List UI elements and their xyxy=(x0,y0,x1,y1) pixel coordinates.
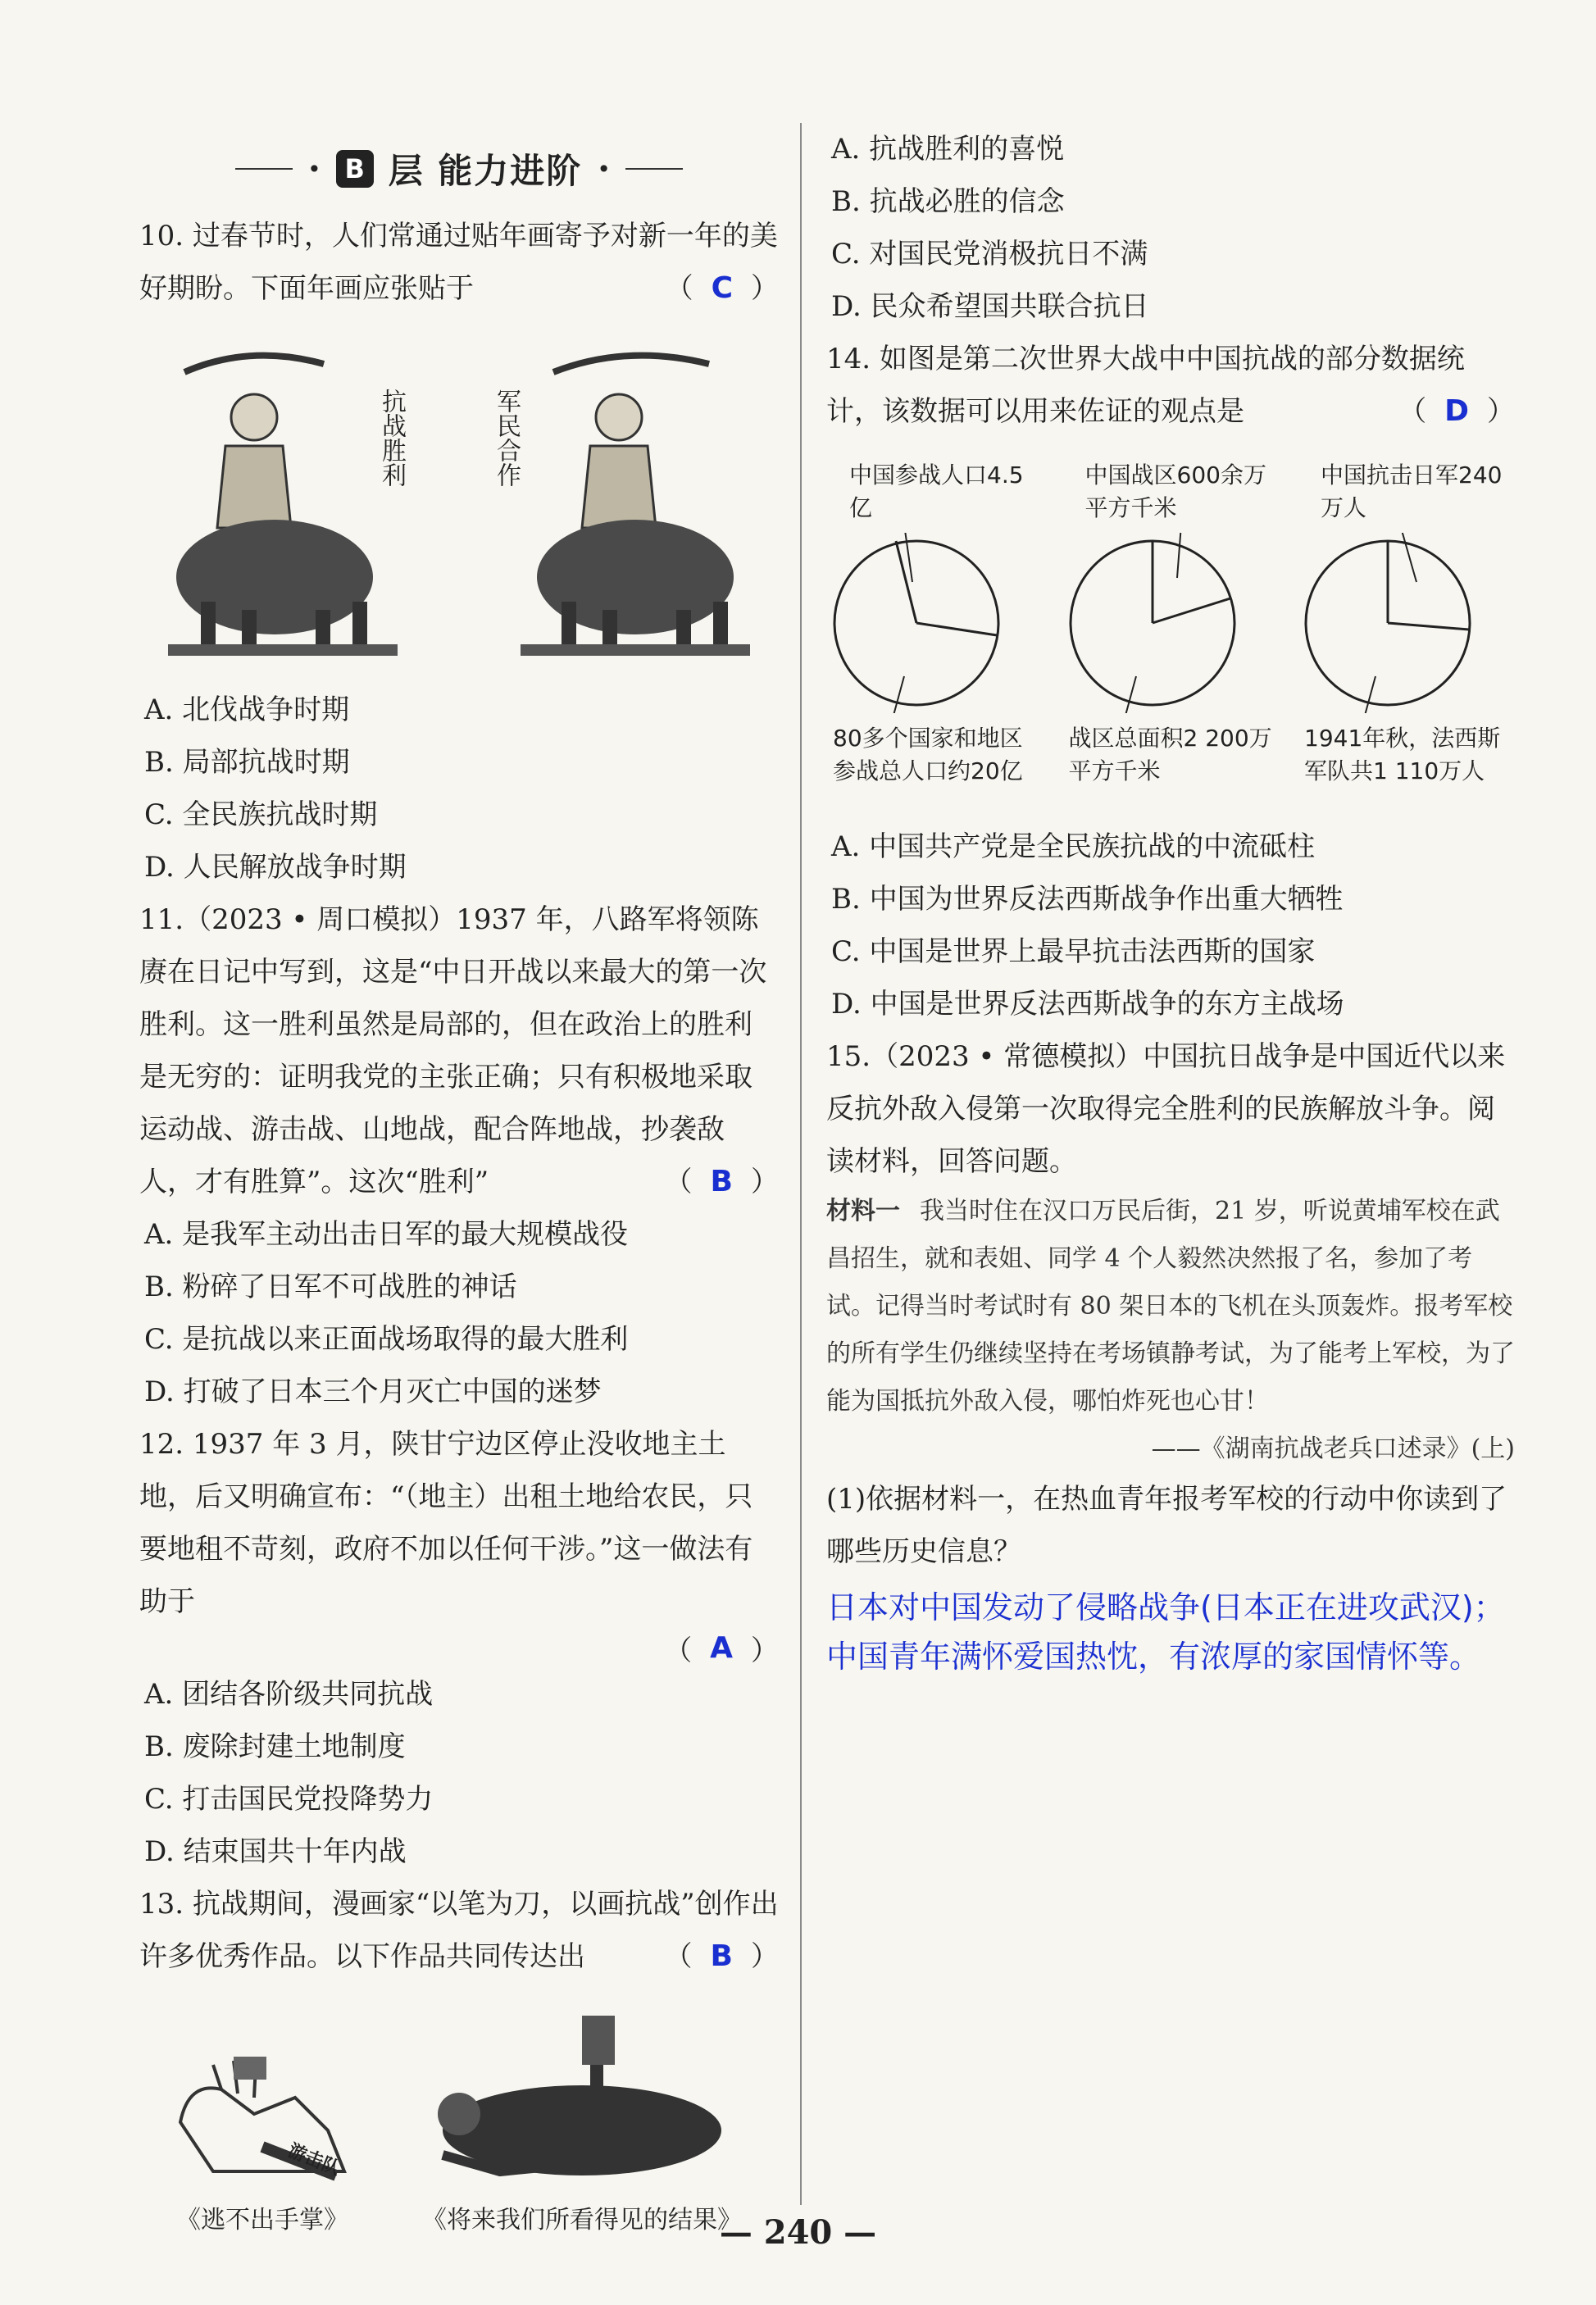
fallen-soldier-cartoon-icon xyxy=(410,2016,754,2188)
answer-bracket: （ C ） xyxy=(666,262,779,315)
question-12-options xyxy=(139,1668,779,1878)
material-text: 我当时住在汉口万民后街，21 岁，听说黄埔军校在武昌招生，就和表姐、同学 4 个人毅然决然报了名，参加了考试。记得当时考试时有 80 架日本的飞机在头顶轰炸。报考军校的所有学生仍继续坚持在考场镇静考试，为了能考上军校，为了能为国抵抗外敌入侵，哪怕炸死也心甘！ xyxy=(826,1197,1515,1416)
cartoon-caption: 《逃不出手掌》 xyxy=(176,2206,348,2235)
pie-chart-area xyxy=(1062,459,1280,812)
option-c: C. 打击国民党投降势力 xyxy=(144,1783,434,1816)
material-one xyxy=(826,1188,1515,1425)
option-a: A. 中国共产党是全民族抗战的中流砥柱 xyxy=(831,830,1316,863)
question-14 xyxy=(826,333,1515,438)
cartoon-2 xyxy=(410,2016,754,2235)
option-d: D. 人民解放战争时期 xyxy=(144,851,407,884)
answer-bracket: （ A ） xyxy=(664,1631,779,1667)
pie-chart-troops xyxy=(1298,459,1515,812)
question-14-options xyxy=(826,821,1515,1030)
question-10-options xyxy=(139,684,779,893)
sub-question-1: (1)依据材料一，在热血青年报考军校的行动中你读到了哪些历史信息？ xyxy=(826,1483,1507,1568)
pie-bottom-label: 战区总面积2 200万平方千米 xyxy=(1068,725,1272,784)
question-text: 12. 1937 年 3 月，陕甘宁边区停止没收地主土地，后又明确宣布：“（地主）出租土地给农民，只要地租不苛刻，政府不加以任何干涉。”这一做法有助于 xyxy=(139,1428,753,1618)
pie-circle-icon xyxy=(1298,533,1478,713)
question-12 xyxy=(139,1418,779,1628)
option-d: D. 结束国共十年内战 xyxy=(144,1835,407,1868)
question-text: 15.（2023 • 常德模拟）中国抗日战争是中国近代以来反抗外敌入侵第一次取得完全胜利的民族解放斗争。阅读材料，回答问题。 xyxy=(826,1040,1506,1178)
nianhua-label: 军民合作 xyxy=(492,389,521,487)
option-b: B. 局部抗战时期 xyxy=(144,746,350,779)
nianhua-warrior-icon xyxy=(168,339,398,659)
question-text: 13. 抗战期间，漫画家“以笔为刀，以画抗战”创作出许多优秀作品。以下作品共同传达出 xyxy=(139,1888,779,1973)
answer-choice: B xyxy=(710,1165,733,1198)
cartoon-images xyxy=(139,2016,779,2235)
option-b: B. 粉碎了日军不可战胜的神话 xyxy=(144,1271,517,1303)
answer-choice: B xyxy=(710,1939,733,1973)
pie-top-label: 中国抗击日军240万人 xyxy=(1321,461,1503,521)
section-title: 层 能力进阶 xyxy=(388,151,583,191)
answer-choice: A xyxy=(710,1631,733,1665)
question-text: 10. 过春节时，人们常通过贴年画寄予对新一年的美好期盼。下面年画应张贴于 xyxy=(139,220,778,305)
answer-choice: C xyxy=(711,271,733,305)
pie-circle-icon xyxy=(826,533,1007,713)
answer-bracket: （ D ） xyxy=(1398,385,1515,438)
nianhua-images xyxy=(139,339,779,659)
cartoon-caption: 《将来我们所看得见的结果》 xyxy=(422,2206,742,2235)
pie-circle-icon xyxy=(1062,533,1243,713)
pie-bottom-label: 1941年秋，法西斯军队共1 110万人 xyxy=(1304,725,1501,784)
right-column xyxy=(826,123,1515,1681)
option-a: A. 北伐战争时期 xyxy=(144,693,350,726)
question-11 xyxy=(139,893,779,1208)
option-c: C. 中国是世界上最早抗击法西斯的国家 xyxy=(831,935,1316,968)
option-b: B. 废除封建土地制度 xyxy=(144,1730,406,1763)
nianhua-image-2 xyxy=(488,339,750,659)
pie-top-label: 中国参战人口4.5亿 xyxy=(849,461,1024,521)
cartoon-1 xyxy=(164,2032,361,2235)
question-text: 14. 如图是第二次世界大战中中国抗战的部分数据统计，该数据可以用来佐证的观点是 xyxy=(826,343,1465,428)
column-divider xyxy=(800,123,802,2205)
answer-bracket: （ B ） xyxy=(665,1156,779,1208)
option-d: D. 中国是世界反法西斯战争的东方主战场 xyxy=(831,988,1344,1021)
pie-chart-population xyxy=(826,459,1044,812)
question-text: 11.（2023 • 周口模拟）1937 年，八路军将领陈赓在日记中写到，这是“中日开战以来最大的第一次胜利。这一胜利虽然是局部的，但在政治上的胜利是无穷的：证明我党的主张正确；只有积极地采取运动战、游击战、山地战，配合阵地战，抄袭敌人，才有胜算”。这次“胜利” xyxy=(139,903,767,1198)
left-column xyxy=(139,123,779,2235)
question-11-options xyxy=(139,1208,779,1418)
answer-line xyxy=(139,1628,779,1668)
option-b: B. 抗战必胜的信念 xyxy=(831,185,1065,218)
nianhua-label: 抗战胜利 xyxy=(377,389,406,487)
pie-charts xyxy=(826,459,1515,812)
option-a: A. 抗战胜利的喜悦 xyxy=(831,133,1065,166)
nianhua-warrior-icon xyxy=(521,339,750,659)
section-header: • B 层 能力进阶 • xyxy=(139,136,779,202)
question-15 xyxy=(826,1030,1515,1188)
palm-hand-cartoon-icon xyxy=(164,2032,361,2188)
option-a: A. 是我军主动出击日军的最大规模战役 xyxy=(144,1218,629,1251)
nianhua-image-1 xyxy=(168,339,430,659)
question-13 xyxy=(139,1878,779,1983)
pie-top-label: 中国战区600余万平方千米 xyxy=(1084,461,1266,521)
answer-choice: D xyxy=(1444,394,1469,428)
option-b: B. 中国为世界反法西斯战争作出重大牺牲 xyxy=(831,883,1344,916)
material-source: ——《湖南抗战老兵口述录》(上) xyxy=(1151,1434,1515,1463)
question-13-options xyxy=(826,123,1515,333)
question-10 xyxy=(139,210,779,315)
section-badge: B xyxy=(336,150,374,188)
option-c: C. 是抗战以来正面战场取得的最大胜利 xyxy=(144,1323,629,1356)
option-c: C. 全民族抗战时期 xyxy=(144,798,378,831)
pie-bottom-label: 80多个国家和地区参战总人口约20亿 xyxy=(833,725,1023,784)
page-number: — 240 — xyxy=(719,2213,877,2252)
option-d: D. 打破了日本三个月灭亡中国的迷梦 xyxy=(144,1375,602,1408)
answer-bracket: （ B ） xyxy=(665,1930,779,1983)
material-label: 材料一 xyxy=(826,1197,900,1225)
option-a: A. 团结各阶级共同抗战 xyxy=(144,1678,434,1711)
option-d: D. 民众希望国共联合抗日 xyxy=(831,290,1149,323)
written-answer: 日本对中国发动了侵略战争(日本正在进攻武汉)；中国青年满怀爱国热忱，有浓厚的家国情怀等。 xyxy=(826,1589,1505,1675)
cartoon-label: 游击队 xyxy=(284,2140,343,2180)
option-c: C. 对国民党消极抗日不满 xyxy=(831,238,1148,271)
